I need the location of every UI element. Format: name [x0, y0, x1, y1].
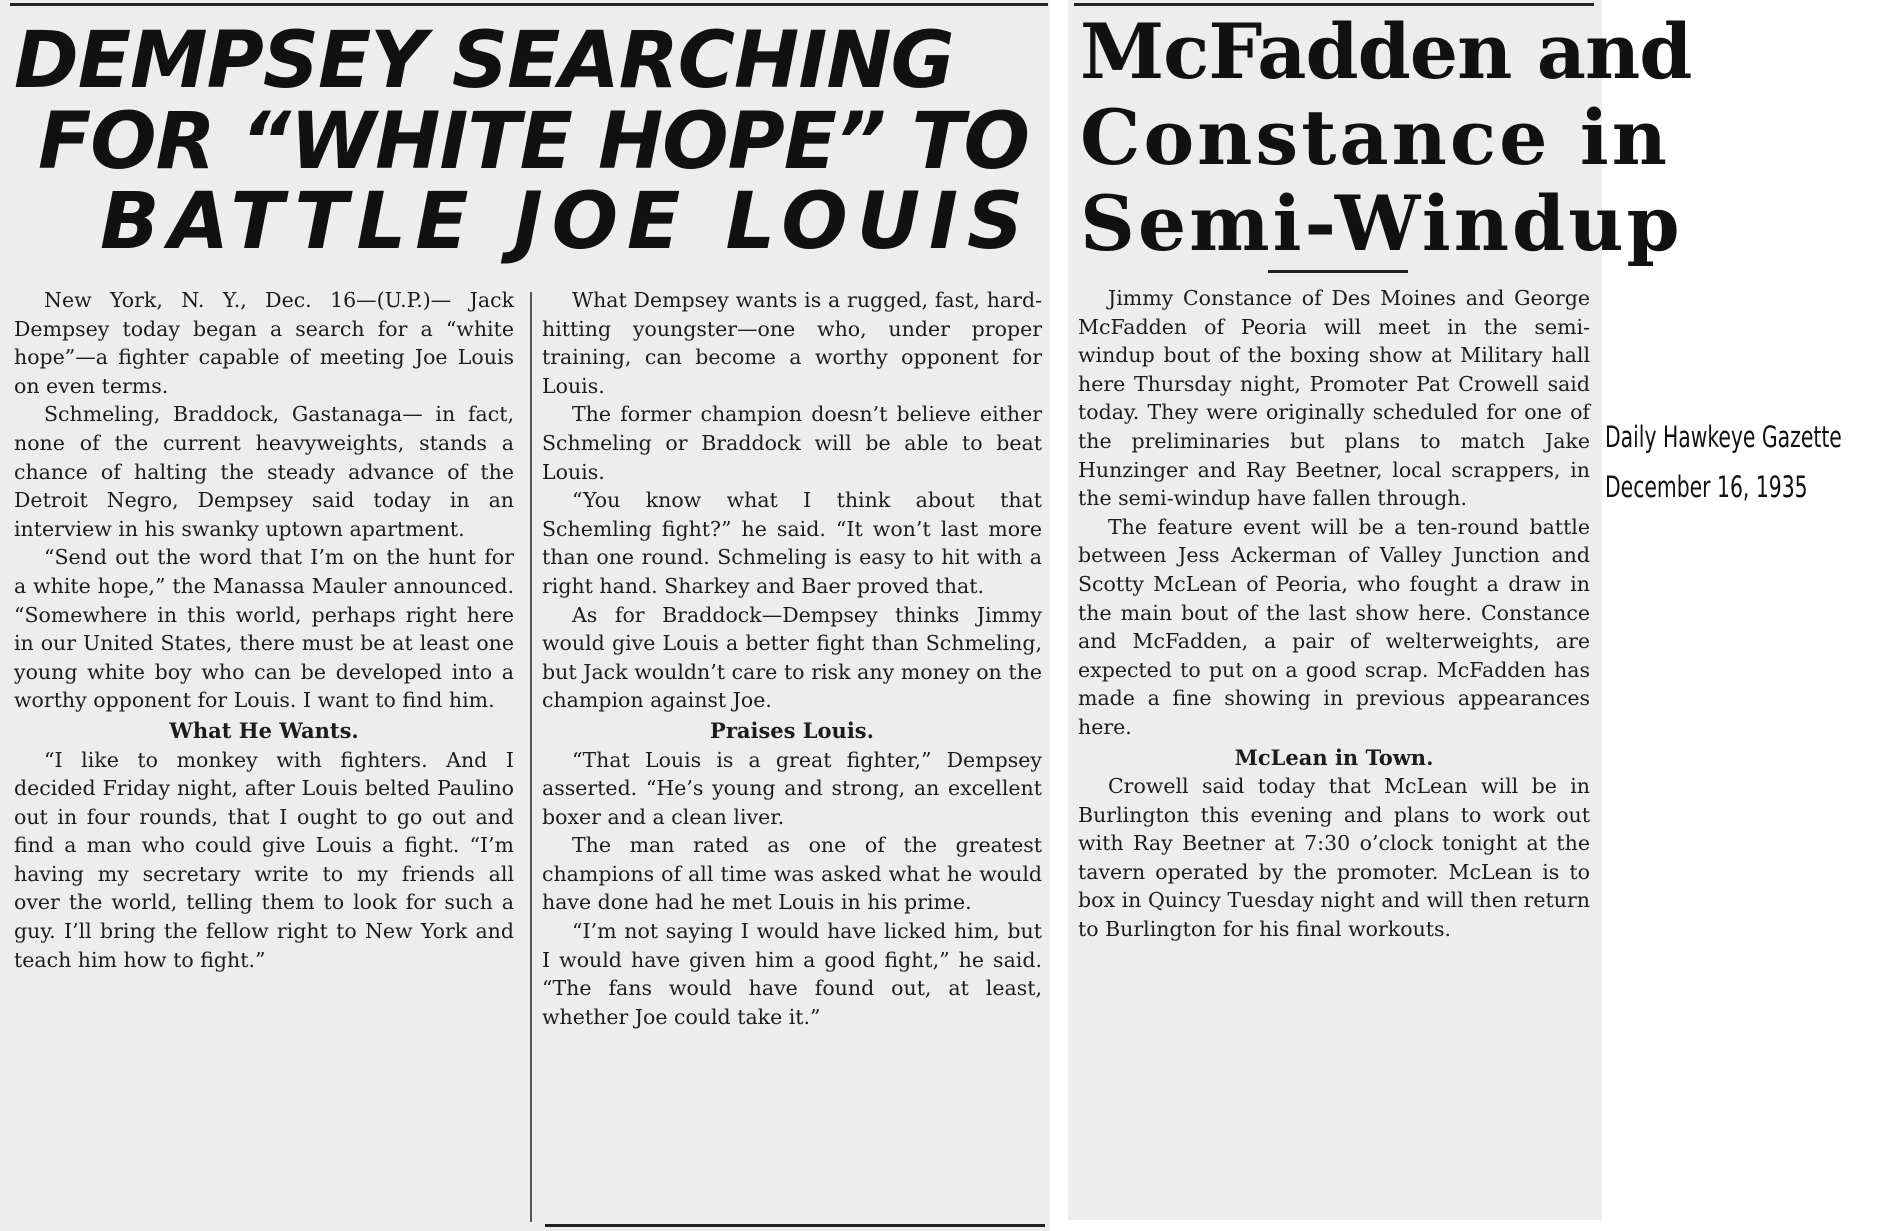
headline-line-2: FOR “WHITE HOPE” TO [38, 97, 1029, 187]
divider-rule [1268, 270, 1408, 273]
paragraph: Jimmy Constance of Des Moines and George McFadden of Peoria will meet in the semi-windup bout of the boxing show at Military hall here Thursday night, Promoter Pat Crowell said today. They were originally scheduled for one of the preliminaries but plans to match Jake Hunzinger and Ray Beetner, local scrappers, in the semi-windup have fallen through. [1078, 286, 1590, 511]
top-rule [1074, 3, 1594, 6]
source-publication: Daily Hawkeye Gazette [1605, 420, 1842, 454]
paragraph: Schmeling, Braddock, Gastanaga— in fact, none of the current heavyweights, stands a chance of halting the steady advance of the Detroit Negro, Dempsey said today in an interview in his swanky uptown apartment. [14, 402, 514, 541]
headline-line-3: BATTLE JOE LOUIS [100, 177, 1033, 267]
paragraph: “You know what I think about that Schemling fight?” he said. “It won’t last more than one round. Schmeling is easy to hit with a right hand. Sharkey and Baer proved that. [542, 488, 1042, 598]
subheading: What He Wants. [169, 717, 359, 743]
paragraph: The former champion doesn’t believe either Schmeling or Braddock will be able to beat Louis. [542, 402, 1042, 484]
paragraph: “Send out the word that I’m on the hunt for a white hope,” the Manassa Mauler announced. “Somewhere in this world, perhaps right here in our United States, there must be at least one young white boy who can be developed into a worthy opponent for Louis. I want to find him. [14, 545, 514, 713]
paragraph: What Dempsey wants is a rugged, fast, hard-hitting youngster—one who, under proper training, can become a worthy opponent for Louis. [542, 288, 1042, 398]
right-article-clipping [1068, 0, 1692, 1220]
paragraph: “I’m not saying I would have licked him, but I would have given him a good fight,” he said. “The fans would have found out, at least, whether Joe could take it.” [542, 919, 1042, 1029]
right-article-column [1078, 284, 1590, 944]
headline-line-2: Constance in [1080, 93, 1671, 182]
subheading: McLean in Town. [1234, 744, 1434, 770]
paragraph: The feature event will be a ten-round battle between Jess Ackerman of Valley Junction and Scotty McLean of Peoria, who fought a draw in the main bout of the last show here. Constance and McFadden, a pair of welterweights, are expected to put on a good scrap. McFadden has made a fine showing in previous appearances here. [1078, 514, 1590, 739]
paragraph: Crowell said today that McLean will be in Burlington this evening and plans to work out with Ray Beetner at 7:30 o’clock tonight at the tavern operated by the promoter. McLean is to box in Quincy Tuesday night and will then return to Burlington for his final workouts. [1078, 774, 1590, 942]
paragraph: “That Louis is a great fighter,” Dempsey asserted. “He’s young and strong, an excellent boxer and a clean liver. [542, 747, 1042, 829]
paragraph: New York, N. Y., Dec. 16—(U.P.)— Jack Dempsey today began a search for a “white hope”—a fighter capable of meeting Joe Louis on even terms. [14, 288, 514, 398]
paragraph: As for Braddock—Dempsey thinks Jimmy would give Louis a better fight than Schmeling, but Jack wouldn’t care to risk any money on the champion against Joe. [542, 602, 1042, 713]
left-article-column-1 [14, 286, 514, 974]
left-article-column-2 [542, 286, 1042, 1031]
top-rule [10, 3, 1048, 6]
headline-line-3: Semi-Windup [1080, 179, 1683, 268]
source-date: December 16, 1935 [1605, 470, 1808, 504]
bottom-rule [545, 1224, 1045, 1227]
headline-line-1: DEMPSEY SEARCHING [14, 16, 954, 106]
paragraph: “I like to monkey with fighters. And I decided Friday night, after Louis belted Paulino out in four rounds, that I ought to go out and find a man who could give Louis a fight. “I’m having my secretary write to my friends all over the world, telling them to look for such a guy. I’ll bring the fellow right to New York and teach him how to fight.” [14, 747, 514, 972]
paragraph: The man rated as one of the greatest champions of all time was asked what he would have done had he met Louis in his prime. [542, 833, 1042, 915]
column-divider [530, 292, 532, 1222]
subheading: Praises Louis. [710, 717, 874, 743]
headline-line-1: McFadden and [1080, 7, 1692, 96]
